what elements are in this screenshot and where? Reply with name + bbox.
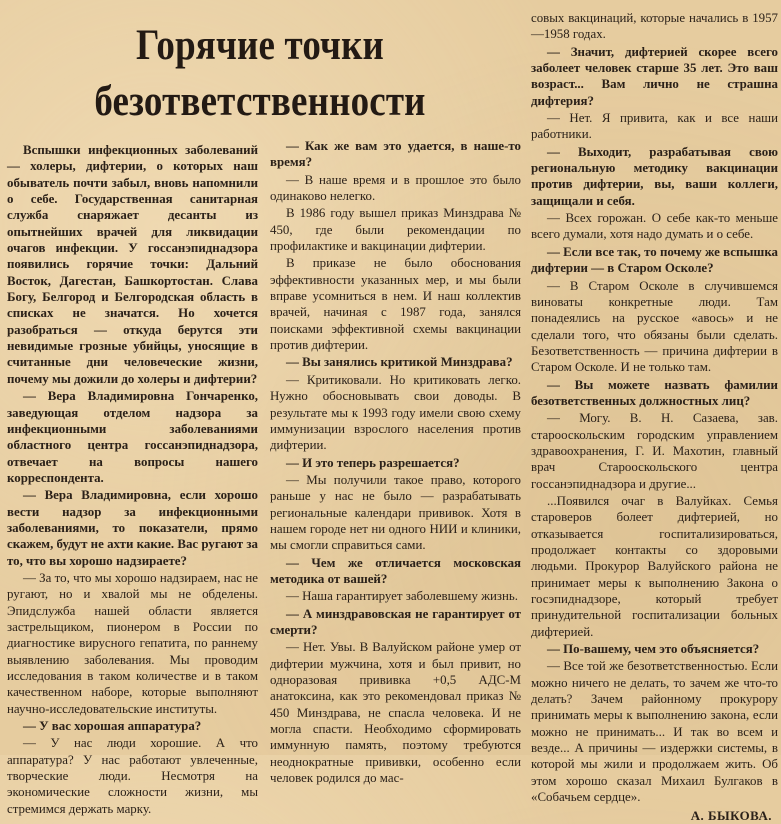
interview-question: — Вы можете назвать фамилии безответственных должностных лиц? bbox=[531, 377, 778, 408]
interview-question: — Вы занялись критикой Минздрава? bbox=[286, 355, 513, 370]
article-paragraph: — В Старом Осколе в случившемся виноваты конкретные люди. Там понадеялись на русское «авось» и не сделали того, что обязаны были сделать. Безответственность — причина дифтерии в Старом Осколе. И не только там. bbox=[531, 278, 778, 375]
article-paragraph: — За то, что мы хорошо надзираем, нас не ругают, но и хвалой мы не обделены. Эпидслужба нашей области является застрельщиком, пионером в России по диагностике вирусного гепатита, по раннему выявлению заболевания. Мы проводим исследования в таком количестве и в таком качественном наборе, которые выполняют научно-исследовательские институты. bbox=[7, 570, 258, 716]
article-paragraph: — Наша гарантирует заболевшему жизнь. bbox=[286, 589, 519, 604]
article-paragraph: — У нас люди хорошие. А что аппаратура? У нас работают увлеченные, творческие люди. Несмотря на экономические сложности жизни, мы стремимся держать марку. bbox=[7, 736, 258, 816]
headline-line-1: Горячие точки bbox=[135, 22, 385, 69]
interview-question: — И это теперь разрешается? bbox=[286, 455, 460, 470]
article-column-1 bbox=[7, 142, 258, 818]
interview-question: — Если все так, то почему же вспышка дифтерии — в Старом Осколе? bbox=[531, 244, 778, 276]
article-paragraph: — Всех горожан. О себе как-то меньше всего думали, хотя надо думать и о себе. bbox=[531, 211, 778, 242]
interview-question: — Чем же отличается московская методика от вашей? bbox=[270, 555, 521, 586]
article-paragraph: — Критиковали. Но критиковать легко. Нужно обосновывать свои доводы. В результате мы к 1993 году имели свою схему иммунизации взрослого населения против дифтерии. bbox=[270, 372, 521, 453]
article-lead: Вспышки инфекционных заболеваний — холеры, дифтерии, о которых наш обыватель почти забыл, вновь напомнили о себе. Государственная санитарная служба снаряжает десанты из опытнейших врачей для ликвидации очагов инфекции. У госсанэпиднадзора появились горячие точки: Дальний Восток, Дагестан, Башкортостан. Слава Богу, Белгород и Белгородская область в списках не значатся. Но хочется разобраться — откуда берутся эти невидимые грозные убийцы, уносящие в считанные дни человеческие жизни, почему мы дожили до холеры и дифтерии? bbox=[7, 143, 258, 386]
interview-question: — А минздравовская не гарантирует от смерти? bbox=[270, 606, 521, 637]
article-paragraph: ...Появился очаг в Валуйках. Семья староверов болеет дифтерией, но отказывается госпитализироваться, продолжает контакты со здоровыми людьми. Прокурор Валуйского района не принимает меры к выполнению Закона о госэпиднадзоре, который требует принудительной госпитализации больных дифтерией. bbox=[531, 493, 778, 639]
article-paragraph: — Мы получили такое право, которого раньше у нас не было — разрабатывать региональные календари прививок. Хотя в нашем городе нет ни одного НИИ и клиники, мы смогли справиться сами. bbox=[270, 472, 521, 553]
interview-question: — Выходит, разрабатывая свою региональную методику вакцинации против дифтерии, вы, ваши коллеги, защищали и себя. bbox=[531, 144, 778, 208]
interview-question: — У вас хорошая аппаратура? bbox=[23, 719, 202, 734]
article-paragraph: совых вакцинаций, которые начались в 1957—1958 годах. bbox=[531, 11, 778, 42]
article-paragraph: В приказе не было обоснования эффективности указанных мер, и мы были вправе усомниться в нем. И наш коллектив врачей, начиная с 1987 года, занялся поисками эффективной схемы вакцинации против дифтерии. bbox=[270, 256, 521, 353]
interview-question: — Как же вам это удается, в наше-то время? bbox=[270, 139, 521, 170]
article-headline bbox=[88, 18, 432, 130]
author-signature: А. БЫКОВА. bbox=[690, 808, 772, 823]
article-paragraph: — Могу. В. Н. Сазаева, зав. старооскольским городским управлением здравоохранения, Г. И. Махотин, главный врач Старооскольского центра госсанэпиднадзора и другие... bbox=[531, 411, 778, 491]
article-column-3 bbox=[531, 10, 778, 824]
article-paragraph: В 1986 году вышел приказ Минздрава № 450, где были рекомендации по профилактике и вакцинации дифтерии. bbox=[270, 206, 521, 254]
interview-question: — По-вашему, чем это объясняется? bbox=[547, 642, 760, 657]
interview-question: — Значит, дифтерией скорее всего заболеет человек старше 35 лет. Это ваш возраст... Вам лично не страшна дифтерия? bbox=[531, 44, 778, 108]
article-paragraph: — Нет. Увы. В Валуйском районе умер от дифтерии мужчина, хотя и был привит, но одноразовая прививка +0,5 АДС-М анатоксина, как это рекомендовал приказ № 450 Минздрава, не спасла человека. И не могла спасти. Необходимо сформировать иммунную память, поэтому требуются неоднократные прививки, особенно если человек родился до мас- bbox=[270, 640, 521, 786]
article-paragraph: — Все той же безответственностью. Если можно ничего не делать, то зачем же что-то делать? Зачем районному прокурору принимать меры к выполнению закона, если можно не принимать... И так во всем и везде... А причины — издержки системы, в которой мы жили и продолжаем жить. Об этом хорошо сказал Михаил Булгаков в «Собачьем сердце». bbox=[531, 659, 778, 805]
interview-question: — Вера Владимировна, если хорошо вести надзор за инфекционными заболеваниями, то показатели, прямо скажем, будут не ахти какие. Вас ругают за то, что вы хорошо надзираете? bbox=[7, 488, 258, 568]
headline-line-2: безответственности bbox=[94, 78, 426, 125]
interview-question: — Вера Владимировна Гончаренко, заведующая отделом надзора за инфекционными заболеваниями областного центра госсанэпиднадзора, отвечает на вопросы нашего корреспондента. bbox=[7, 389, 258, 485]
article-column-2 bbox=[270, 138, 521, 787]
article-paragraph: — Нет. Я привита, как и все наши работники. bbox=[531, 111, 778, 142]
article-paragraph: — В наше время и в прошлое это было одинаково нелегко. bbox=[270, 172, 521, 204]
